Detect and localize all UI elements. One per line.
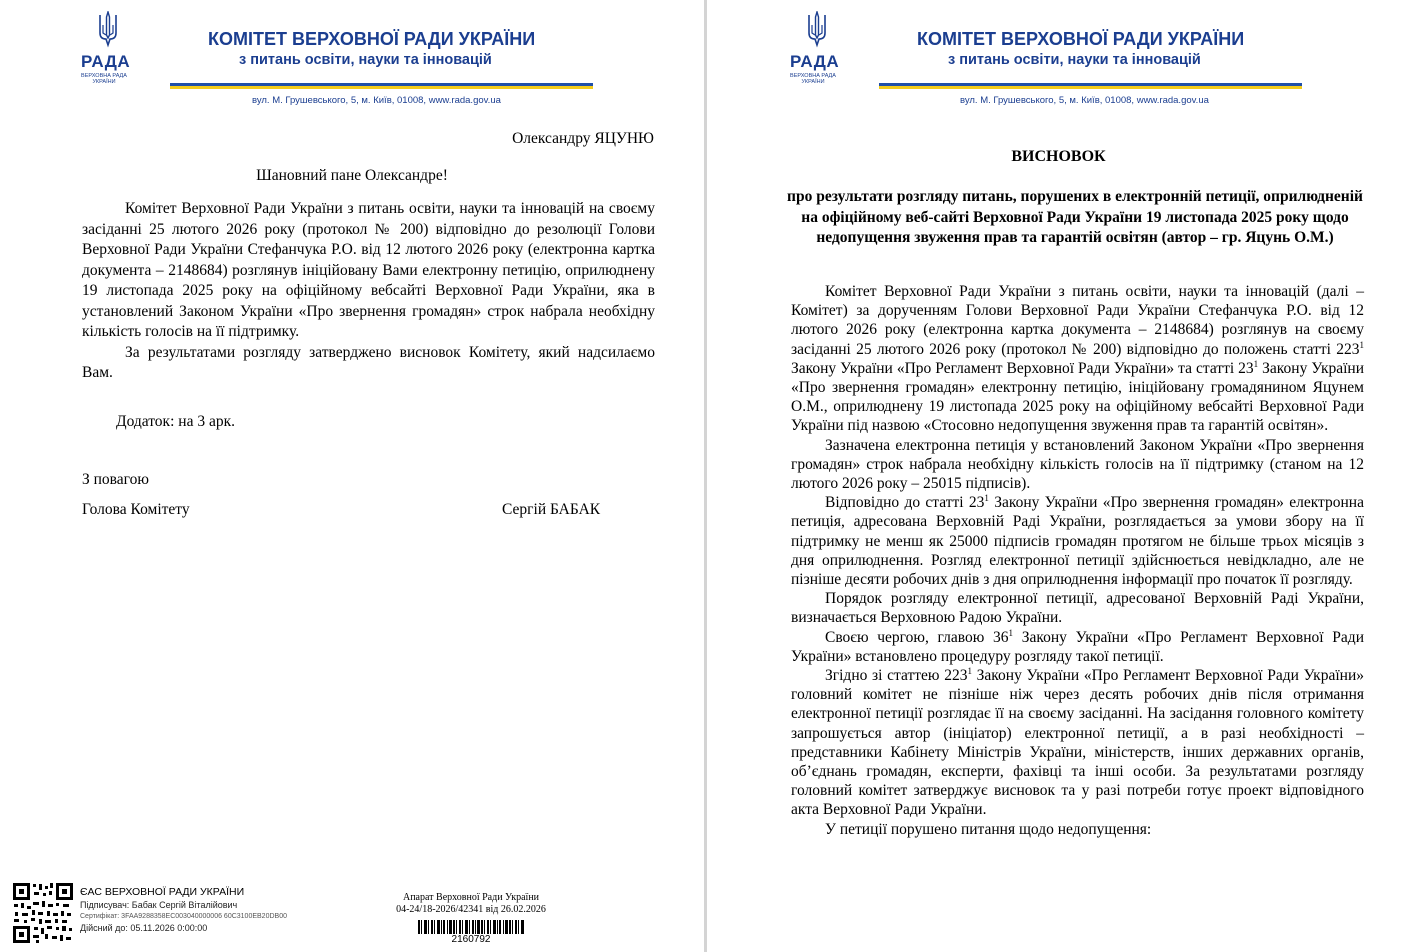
qr-code-icon <box>12 882 74 944</box>
logo-caption: ВЕРХОВНА РАДА УКРАЇНИ <box>81 73 127 85</box>
conclusion-paragraph: Згідно зі статтею $223^1$ Закону України «Про Регламент Верховної Ради України» головний комітет не пізніше ніж через десять робочих днів після отримання електронної петиції розглядає її на своєму засіданні. На засідання головного комітету запрошується автор (ініціатор) електронної петиції, а в разі необхідності – представники Кабінету Міністрів України, міністерств, інших державних органів, об’єднань громадян, експерти, фахівці та інші особи. За результатами розгляду головний комітет затверджує висновок та у разі потреби готує проект відповідного акта Верховної Ради України. <box>791 665 1364 819</box>
signer-position: Голова Комітету <box>82 501 190 518</box>
signer-name: Сергій БАБАК <box>502 501 601 518</box>
conclusion-paragraph: У петиції порушено питання щодо недопущення: <box>825 820 1152 838</box>
conclusion-paragraph: Своєю чергою, главою $36^1$ Закону України «Про Регламент Верховної Ради України» встановлено процедуру розгляду такої петиції. <box>791 627 1364 665</box>
barcode-icon <box>418 920 524 934</box>
conclusion-page <box>707 0 1410 952</box>
reg-org: Апарат Верховної Ради України <box>402 892 540 903</box>
addressee: Олександру ЯЦУНЮ <box>512 130 654 147</box>
flag-bar <box>170 83 593 89</box>
reg-number: 04-24/18-2026/42341 від 26.02.2026 <box>396 904 546 915</box>
address-line: вул. М. Грушевського, 5, м. Київ, 01008, www.rada.gov.ua <box>252 95 501 106</box>
committee-subtitle: з питань освіти, науки та інновацій <box>948 52 1201 68</box>
letter-paragraph: Комітет Верховної Ради України з питань освіти, науки та інновацій на своєму засіданні 25 лютого 2026 року (протокол № 200) відповідно до резолюції Голови Верховної Ради України Стефанчука Р.О. від 12 лютого 2026 року (електронна картка документа – 2148684) розглянув ініційовану Вами електронну петицію, оприлюднену 19 листопада 2025 року на офіційному вебсайті Верховної Ради України, яка в установлений Законом України «Про звернення громадян» строк набрала необхідну кількість голосів на її підтримку. <box>82 200 655 340</box>
conclusion-paragraph: Зазначена електронна петиція у встановлений Законом України «Про звернення громадян» строк набрала необхідну кількість голосів на її підтримку (станом на 12 лютого 2026 року – 25015 підписів). <box>791 436 1364 493</box>
salutation: Шановний пане Олександре! <box>256 167 448 184</box>
annex-note: Додаток: на 3 арк. <box>116 413 235 430</box>
rada-logo-text: РАДА <box>790 52 840 71</box>
trident-icon <box>807 11 827 49</box>
conclusion-paragraph: Комітет Верховної Ради України з питань освіти, науки та інновацій (далі – Комітет) за дорученням Голови Верховної Ради України Стефанчука Р.О. від 12 лютого 2026 року (електронна картка документа – 2148684) розглянув на своєму засіданні 25 лютого 2026 року (протокол № 200) відповідно до положень статті $223^1$ Закону України «Про Регламент Верховної Ради України» та статті $23^1$ Закону України «Про звернення громадян» електронну петицію, ініційовану громадянином Яцунем О.М., оприлюднену 19 листопада 2025 року на офіційному вебсайті Верховної Ради України під назвою «Стосовно недопущення звуження прав та гарантій освітян». <box>791 283 1364 435</box>
esign-signer: Підписувач: Бабак Сергій Віталійович <box>80 900 238 910</box>
esign-valid-until: Дійсний до: 05.11.2026 0:00:00 <box>80 923 208 933</box>
letter-body <box>82 199 655 384</box>
letter-paragraph: За результатами розгляду затверджено висновок Комітету, який надсилаємо Вам. <box>82 343 655 381</box>
committee-title: КОМІТЕТ ВЕРХОВНОЇ РАДИ УКРАЇНИ <box>917 29 1245 49</box>
logo-caption: ВЕРХОВНА РАДА УКРАЇНИ <box>790 73 836 85</box>
committee-title: КОМІТЕТ ВЕРХОВНОЇ РАДИ УКРАЇНИ <box>208 29 536 49</box>
barcode-number: 2160792 <box>451 934 491 945</box>
registration-stamp <box>386 892 556 916</box>
conclusion-title: ВИСНОВОК <box>1011 148 1106 165</box>
conclusion-subtitle: про результати розгляду питань, порушених в електронній петиції, оприлюдненій на офіційному веб-сайті Верховної Ради України 19 листопада 2025 року щодо недопущення звуження прав та гарантій освітян (автор – гр. Яцунь О.М.) <box>787 188 1363 246</box>
committee-subtitle: з питань освіти, науки та інновацій <box>239 52 492 68</box>
conclusion-paragraph: Відповідно до статті $23^1$ Закону України «Про звернення громадян» електронна петиція, адресована Верховній Раді України, розглядається за умови збору на її підтримку не менш як 25000 підписів громадян протягом не більше трьох місяців з дня оприлюднення. Розгляд електронної петиції здійснюється невідкладно, але не пізніше десяти робочих днів з дня оприлюднення інформації про початок її розгляду. <box>791 493 1364 589</box>
rada-logo-text: РАДА <box>81 52 131 71</box>
esign-title: ЄАС ВЕРХОВНОЇ РАДИ УКРАЇНИ <box>80 886 245 898</box>
esign-certificate: Сертифікат: 3FAA9288358EC003040000006 60C3100EB20DB00 <box>80 913 287 920</box>
trident-icon <box>98 11 118 49</box>
electronic-signature-stamp <box>80 886 287 934</box>
letter-page <box>0 0 704 952</box>
conclusion-paragraph: Порядок розгляду електронної петиції, адресованої Верховній Раді України, визначається Верховною Радою України. <box>791 590 1364 627</box>
regards: З повагою <box>82 471 149 488</box>
flag-bar <box>879 83 1302 89</box>
conclusion-body <box>791 282 1364 839</box>
address-line: вул. М. Грушевського, 5, м. Київ, 01008, www.rada.gov.ua <box>960 95 1209 106</box>
